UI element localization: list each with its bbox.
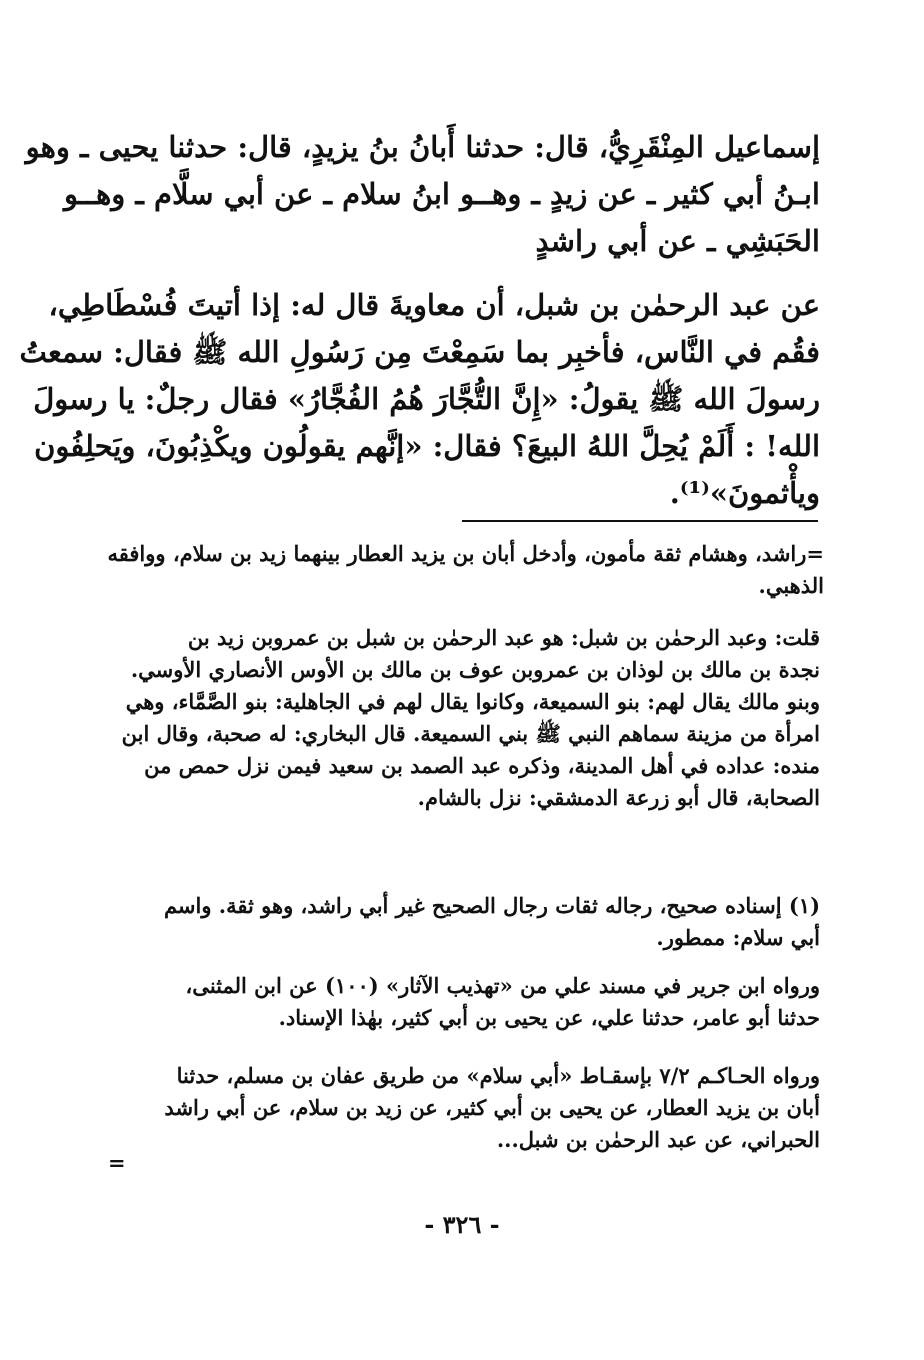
text-line: عن عبد الرحمٰن بن شبل، أن معاويةَ قال له: إذا أتيتَ فُسْطَاطِي، (48, 288, 820, 322)
footnote-1 (104, 890, 820, 954)
text-line: فقُم في النَّاس، فأخبِر بما سَمِعْتَ مِن رَسُولِ الله ﷺ فقال: سمعتُ (19, 335, 820, 369)
hadith-paragraph (19, 282, 820, 517)
text-line: نجدة بن مالك بن لوذان بن عمروبن عوف بن مالك بن الأوس الأنصاري الأوسي. (130, 657, 820, 682)
text-line: الصحابة، قال أبو زرعة الدمشقي: نزل بالشام. (417, 785, 820, 810)
page-number: - ٣٢٦ - (424, 1210, 500, 1239)
text-line: امرأة من مزينة سماهم النبي ﷺ بني السميعة. قال البخاري: له صحبة، وقال ابن (121, 721, 820, 746)
text-line: منده: عداده في أهل المدينة، وذكره عبد الصمد بن سعيد فيمن نزل حمص من (144, 753, 820, 778)
text-line: وبنو مالك يقال لهم: بنو السميعة، وكانوا يقال لهم في الجاهلية: بنو الصَّمَّاء، وهي (125, 689, 820, 714)
text-line: ورواه ابن جرير في مسند علي من «تهذيب الآثار» (١٠٠) عن ابن المثنى، (185, 973, 820, 998)
text-line: (١) إسناده صحيح، رجاله ثقات رجال الصحيح غير أبي راشد، وهو ثقة. واسم (163, 893, 820, 918)
biography-note (104, 622, 820, 814)
footnote-continuation (102, 538, 824, 602)
text-line: الحَبَشِي ـ عن أبي راشدٍ (535, 224, 820, 258)
text-line: الحبراني، عن عبد الرحمٰن بن شبل... (496, 1127, 820, 1152)
text-line: ورواه الحـاكـم ٧/٢ بإسقـاط «أبي سلام» من طريق عفان بن مسلم، حدثنا (176, 1063, 820, 1088)
isnad-paragraph (25, 124, 820, 265)
text-line: قلت: وعبد الرحمٰن بن شبل: هو عبد الرحمٰن بن شبل بن عمروبن زيد بن (187, 625, 820, 650)
text-line: أبي سلام: ممطور. (656, 925, 820, 950)
text-line: الذهبي. (758, 573, 824, 598)
text-line: الله! : أَلَمْ يُحِلَّ اللهُ البيعَ؟ فقال: «إنَّهم يقولُون ويكْذِبُونَ، ويَحلِفُون (34, 429, 820, 463)
continuation-mark: = (108, 1150, 126, 1175)
text-line: ابـنُ أبي كثير ـ عن زيدٍ ـ وهــو ابنُ سلام ـ عن أبي سلَّام ـ وهــو (64, 177, 820, 211)
text-line: أبان بن يزيد العطار، عن يحيى بن أبي كثير، عن زيد بن سلام، عن أبي راشد (164, 1095, 820, 1120)
text-line: ويأْثمونَ»⁽¹⁾. (669, 476, 820, 510)
text-line: =راشد، وهشام ثقة مأمون، وأدخل أبان بن يزيد العطار بينهما زيد بن سلام، ووافقه (107, 541, 824, 566)
ibn-jarir-note (104, 970, 820, 1034)
text-line: حدثنا أبو عامر، حدثنا علي، عن يحيى بن أبي كثير، بهٰذا الإسناد. (278, 1005, 820, 1030)
text-line: إسماعيل المِنْقَرِيُّ، قال: حدثنا أَبانُ بنُ يزيدٍ، قال: حدثنا يحيى ـ وهو (25, 130, 820, 164)
footnote-separator (462, 520, 818, 522)
text-line: رسولَ الله ﷺ يقولُ: «إِنَّ التُّجَّارَ هُمُ الفُجَّارُ» فقال رجلٌ: يا رسولَ (33, 382, 820, 416)
hakim-note (104, 1060, 820, 1156)
